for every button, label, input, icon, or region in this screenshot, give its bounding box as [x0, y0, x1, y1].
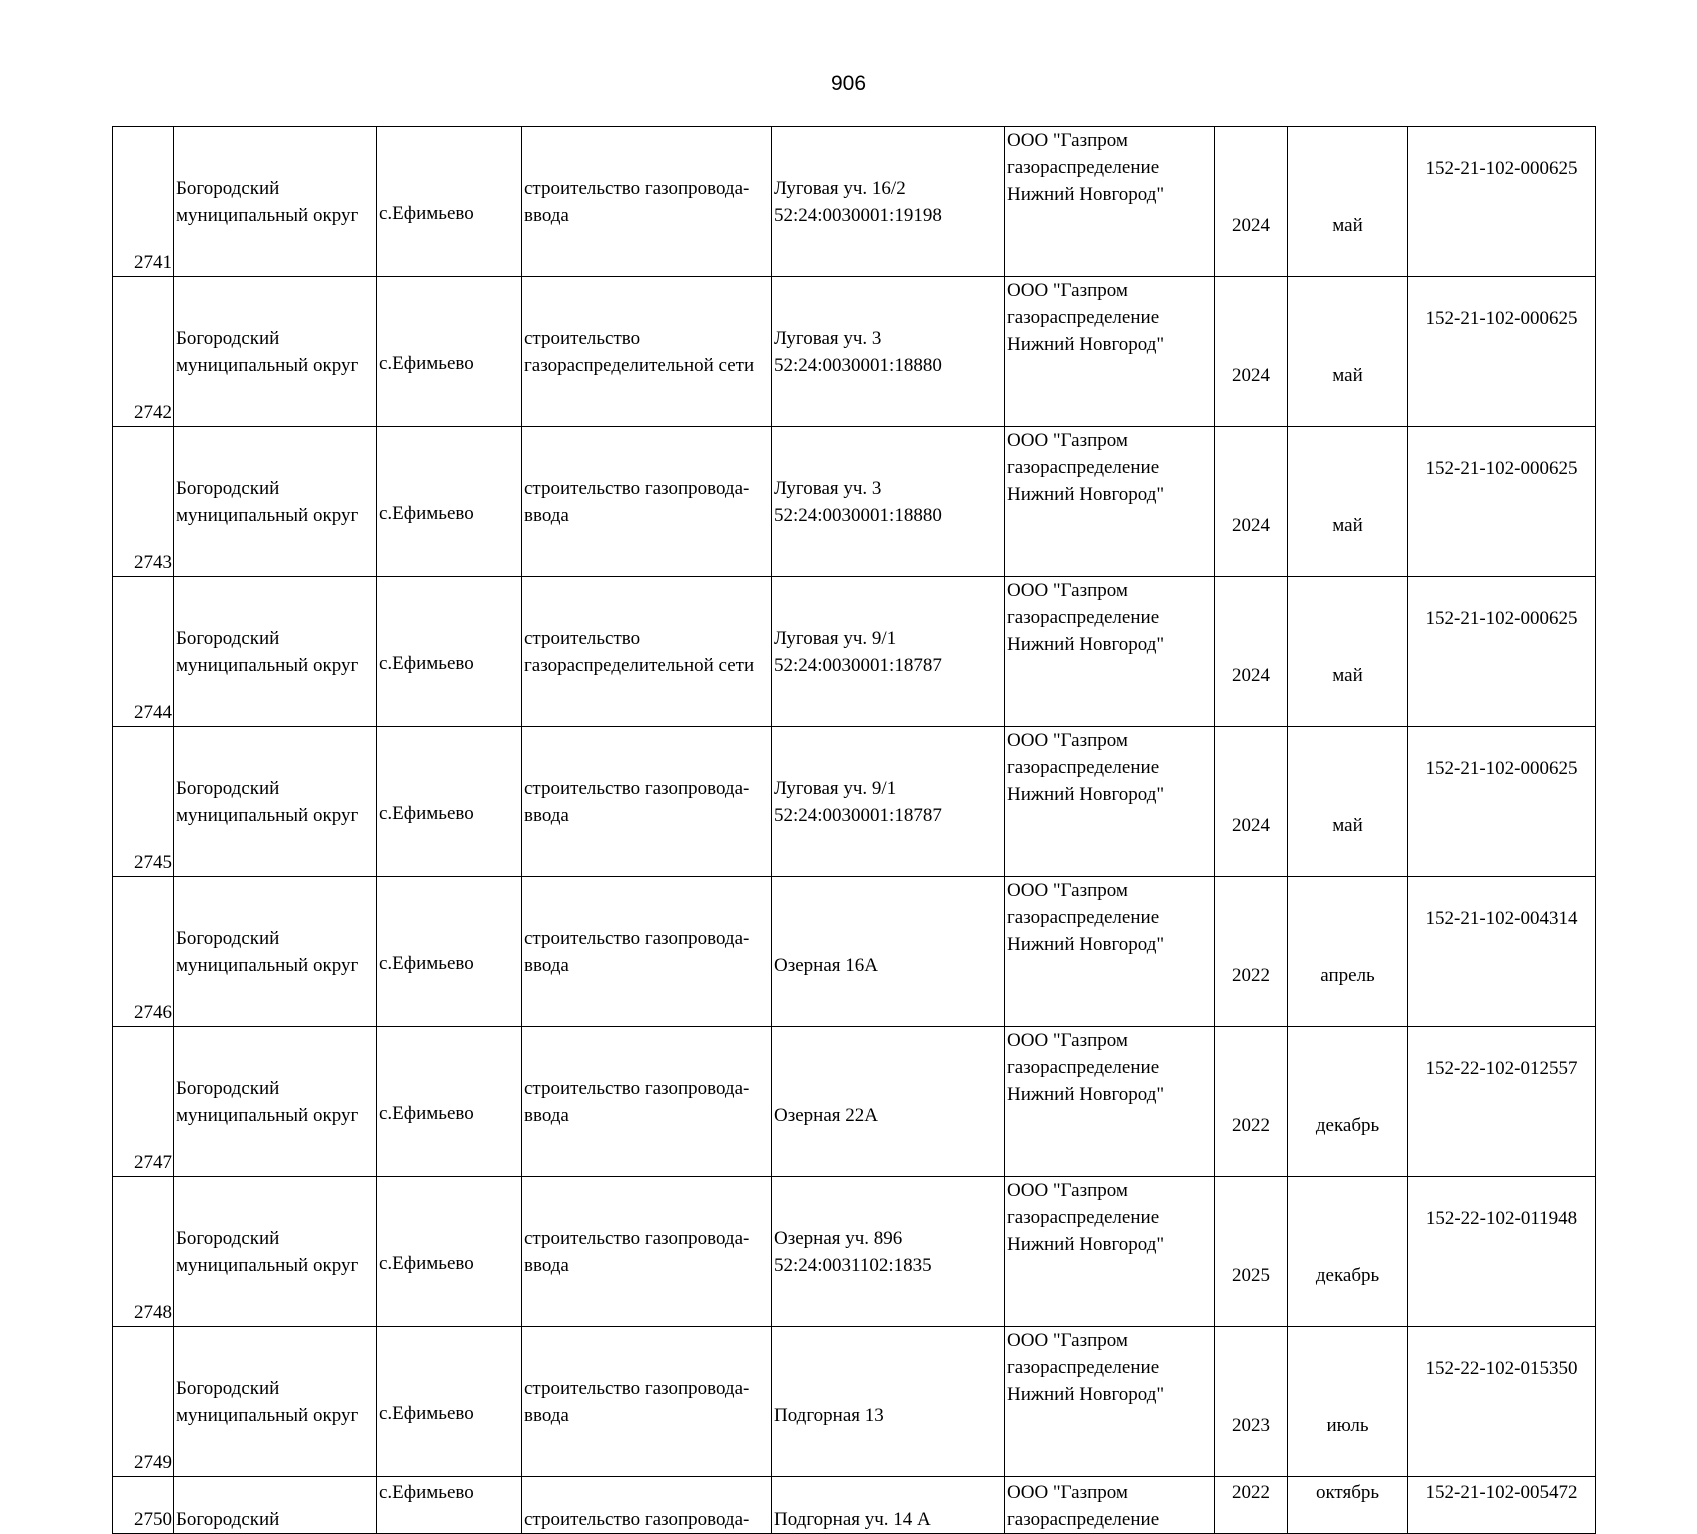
village-text: с.Ефимьево	[379, 1403, 474, 1424]
work-type-line: строительство газопровода-	[524, 177, 750, 199]
district-line: Богородский	[176, 477, 280, 499]
organization-line: ООО "Газпром	[1007, 1030, 1128, 1051]
organization-line: газораспределение	[1007, 757, 1160, 778]
row-number-cell: 2750	[113, 1477, 174, 1534]
month-cell: май	[1288, 577, 1408, 727]
month-cell: декабрь	[1288, 1177, 1408, 1327]
address-line	[774, 1375, 1002, 1402]
district-line: муниципальный округ	[176, 354, 359, 376]
month-cell: декабрь	[1288, 1027, 1408, 1177]
organization-line: газораспределение	[1007, 1057, 1160, 1078]
application-code-cell: 152-22-102-011948	[1408, 1177, 1596, 1327]
work-type-line: ввода	[524, 1404, 569, 1426]
district-cell	[174, 427, 377, 577]
table-row	[113, 1027, 1596, 1177]
address-cell	[772, 877, 1005, 1027]
row-number-cell: 2743	[113, 427, 174, 577]
address-cell	[772, 1327, 1005, 1477]
address-line: Озерная 22А	[774, 1104, 878, 1126]
district-cell	[174, 1027, 377, 1177]
work-type-line: строительство	[524, 627, 641, 649]
organization-cell	[1005, 1477, 1215, 1534]
organization-line: газораспределение	[1007, 157, 1160, 178]
year-cell: 2022	[1215, 1477, 1288, 1534]
address-line: 52:24:0030001:18880	[774, 354, 942, 376]
address-line: Озерная уч. 896	[774, 1227, 903, 1249]
address-line	[774, 925, 1002, 952]
organization-cell	[1005, 1177, 1215, 1327]
work-type-line: строительство газопровода-	[524, 927, 750, 949]
organization-line: газораспределение	[1007, 1509, 1160, 1530]
organization-cell	[1005, 277, 1215, 427]
work-type-cell	[522, 577, 772, 727]
organization-line: Нижний Новгород"	[1007, 1384, 1165, 1405]
organization-cell	[1005, 1027, 1215, 1177]
address-cell	[772, 427, 1005, 577]
table-row	[113, 577, 1596, 727]
address-line: 52:24:0030001:18787	[774, 804, 942, 826]
village-text: с.Ефимьево	[379, 1482, 474, 1503]
organization-line: Нижний Новгород"	[1007, 334, 1165, 355]
village-cell	[377, 1327, 522, 1477]
application-code-cell: 152-22-102-015350	[1408, 1327, 1596, 1477]
application-code-cell: 152-21-102-000625	[1408, 127, 1596, 277]
organization-line: ООО "Газпром	[1007, 130, 1128, 151]
district-line: Богородский	[176, 177, 280, 199]
organization-line: газораспределение	[1007, 457, 1160, 478]
address-line: 52:24:0031102:1835	[774, 1254, 932, 1276]
district-line: муниципальный округ	[176, 204, 359, 226]
organization-line: газораспределение	[1007, 307, 1160, 328]
address-line	[774, 1075, 1002, 1102]
district-line: муниципальный округ	[176, 1104, 359, 1126]
work-type-line: газораспределительной сети	[524, 354, 755, 376]
village-cell	[377, 1477, 522, 1534]
village-text: с.Ефимьево	[379, 1103, 474, 1124]
village-text: с.Ефимьево	[379, 503, 474, 524]
district-line: Богородский	[176, 627, 280, 649]
work-type-cell	[522, 1327, 772, 1477]
work-type-cell	[522, 1177, 772, 1327]
organization-line: газораспределение	[1007, 907, 1160, 928]
address-cell	[772, 727, 1005, 877]
work-type-line: ввода	[524, 1104, 569, 1126]
month-cell: апрель	[1288, 877, 1408, 1027]
district-cell	[174, 727, 377, 877]
gas-connection-table	[112, 126, 1596, 1534]
organization-cell	[1005, 427, 1215, 577]
address-cell	[772, 577, 1005, 727]
row-number-cell: 2745	[113, 727, 174, 877]
application-code-cell: 152-21-102-004314	[1408, 877, 1596, 1027]
village-text: с.Ефимьево	[379, 1253, 474, 1274]
district-line: Богородский	[176, 1377, 280, 1399]
organization-line: газораспределение	[1007, 607, 1160, 628]
address-line: 52:24:0030001:19198	[774, 204, 942, 226]
organization-line: Нижний Новгород"	[1007, 634, 1165, 655]
work-type-line: строительство газопровода-	[524, 1509, 750, 1530]
table-row	[113, 727, 1596, 877]
year-cell: 2025	[1215, 1177, 1288, 1327]
district-line: Богородский	[176, 1077, 280, 1099]
address-line: 52:24:0030001:18880	[774, 504, 942, 526]
table-row	[113, 127, 1596, 277]
address-line: 52:24:0030001:18787	[774, 654, 942, 676]
organization-line: Нижний Новгород"	[1007, 484, 1165, 505]
work-type-line: ввода	[524, 204, 569, 226]
month-cell: май	[1288, 127, 1408, 277]
work-type-cell	[522, 1027, 772, 1177]
table-row	[113, 877, 1596, 1027]
village-text: с.Ефимьево	[379, 803, 474, 824]
organization-line: Нижний Новгород"	[1007, 1084, 1165, 1105]
address-cell	[772, 1027, 1005, 1177]
address-line: Луговая уч. 3	[774, 327, 882, 349]
organization-line: ООО "Газпром	[1007, 280, 1128, 301]
application-code-cell: 152-21-102-000625	[1408, 277, 1596, 427]
address-line: Подгорная уч. 14 А	[774, 1509, 931, 1530]
work-type-line: ввода	[524, 954, 569, 976]
year-cell: 2022	[1215, 1027, 1288, 1177]
village-cell	[377, 727, 522, 877]
village-cell	[377, 127, 522, 277]
row-number-cell: 2748	[113, 1177, 174, 1327]
year-cell: 2023	[1215, 1327, 1288, 1477]
district-cell	[174, 877, 377, 1027]
month-cell: июль	[1288, 1327, 1408, 1477]
organization-line: ООО "Газпром	[1007, 730, 1128, 751]
district-cell	[174, 127, 377, 277]
work-type-line: строительство газопровода-	[524, 477, 750, 499]
table-row	[113, 1477, 1596, 1534]
year-cell: 2024	[1215, 577, 1288, 727]
address-cell	[772, 1477, 1005, 1534]
work-type-cell	[522, 427, 772, 577]
organization-line: Нижний Новгород"	[1007, 1234, 1165, 1255]
village-cell	[377, 577, 522, 727]
address-cell	[772, 1177, 1005, 1327]
village-text: с.Ефимьево	[379, 353, 474, 374]
work-type-cell	[522, 277, 772, 427]
district-line: муниципальный округ	[176, 1254, 359, 1276]
work-type-line: ввода	[524, 1254, 569, 1276]
address-line: Луговая уч. 9/1	[774, 627, 897, 649]
table-row	[113, 1177, 1596, 1327]
month-cell: май	[1288, 727, 1408, 877]
work-type-cell	[522, 127, 772, 277]
village-text: с.Ефимьево	[379, 953, 474, 974]
row-number-cell: 2741	[113, 127, 174, 277]
district-cell	[174, 277, 377, 427]
district-cell	[174, 1477, 377, 1534]
village-cell	[377, 427, 522, 577]
district-cell	[174, 1177, 377, 1327]
district-line: муниципальный округ	[176, 654, 359, 676]
address-line: Луговая уч. 16/2	[774, 177, 906, 199]
organization-cell	[1005, 127, 1215, 277]
district-cell	[174, 577, 377, 727]
table-row	[113, 277, 1596, 427]
organization-line: Нижний Новгород"	[1007, 784, 1165, 805]
organization-line: газораспределение	[1007, 1357, 1160, 1378]
table-row	[113, 427, 1596, 577]
year-cell: 2024	[1215, 427, 1288, 577]
organization-line: ООО "Газпром	[1007, 1180, 1128, 1201]
work-type-line: газораспределительной сети	[524, 654, 755, 676]
district-line: Богородский	[176, 927, 280, 949]
address-cell	[772, 277, 1005, 427]
organization-line: ООО "Газпром	[1007, 880, 1128, 901]
organization-line: ООО "Газпром	[1007, 1330, 1128, 1351]
year-cell: 2022	[1215, 877, 1288, 1027]
application-code-cell: 152-21-102-000625	[1408, 577, 1596, 727]
organization-cell	[1005, 577, 1215, 727]
year-cell: 2024	[1215, 277, 1288, 427]
work-type-line: строительство газопровода-	[524, 1227, 750, 1249]
work-type-cell	[522, 1477, 772, 1534]
work-type-cell	[522, 727, 772, 877]
village-cell	[377, 1027, 522, 1177]
application-code-cell: 152-21-102-005472	[1408, 1477, 1596, 1534]
district-line: Богородский	[176, 327, 280, 349]
village-text: с.Ефимьево	[379, 653, 474, 674]
address-line: Луговая уч. 9/1	[774, 777, 897, 799]
district-line: Богородский	[176, 1509, 280, 1530]
address-line: Подгорная 13	[774, 1404, 884, 1426]
work-type-line: ввода	[524, 804, 569, 826]
row-number-cell: 2744	[113, 577, 174, 727]
organization-line: ООО "Газпром	[1007, 430, 1128, 451]
village-cell	[377, 877, 522, 1027]
work-type-line: строительство газопровода-	[524, 1377, 750, 1399]
address-cell	[772, 127, 1005, 277]
work-type-cell	[522, 877, 772, 1027]
row-number-cell: 2749	[113, 1327, 174, 1477]
year-cell: 2024	[1215, 727, 1288, 877]
district-cell	[174, 1327, 377, 1477]
work-type-line: строительство	[524, 327, 641, 349]
organization-line: Нижний Новгород"	[1007, 934, 1165, 955]
address-line: Луговая уч. 3	[774, 477, 882, 499]
village-cell	[377, 277, 522, 427]
work-type-line: ввода	[524, 504, 569, 526]
organization-cell	[1005, 1327, 1215, 1477]
organization-line: Нижний Новгород"	[1007, 184, 1165, 205]
table-row	[113, 1327, 1596, 1477]
month-cell: октябрь	[1288, 1477, 1408, 1534]
village-cell	[377, 1177, 522, 1327]
district-line: муниципальный округ	[176, 804, 359, 826]
application-code-cell: 152-22-102-012557	[1408, 1027, 1596, 1177]
row-number-cell: 2742	[113, 277, 174, 427]
row-number-cell: 2747	[113, 1027, 174, 1177]
row-number-cell: 2746	[113, 877, 174, 1027]
work-type-line: строительство газопровода-	[524, 777, 750, 799]
organization-cell	[1005, 727, 1215, 877]
organization-line: ООО "Газпром	[1007, 1482, 1128, 1503]
organization-cell	[1005, 877, 1215, 1027]
month-cell: май	[1288, 427, 1408, 577]
address-line: Озерная 16А	[774, 954, 878, 976]
year-cell: 2024	[1215, 127, 1288, 277]
table-body	[113, 127, 1596, 1534]
village-text: с.Ефимьево	[379, 203, 474, 224]
district-line: муниципальный округ	[176, 504, 359, 526]
organization-line: газораспределение	[1007, 1207, 1160, 1228]
page-number: 906	[830, 72, 867, 95]
organization-line: ООО "Газпром	[1007, 580, 1128, 601]
district-line: муниципальный округ	[176, 1404, 359, 1426]
month-cell: май	[1288, 277, 1408, 427]
application-code-cell: 152-21-102-000625	[1408, 727, 1596, 877]
district-line: Богородский	[176, 777, 280, 799]
work-type-line: строительство газопровода-	[524, 1077, 750, 1099]
district-line: муниципальный округ	[176, 954, 359, 976]
district-line: Богородский	[176, 1227, 280, 1249]
application-code-cell: 152-21-102-000625	[1408, 427, 1596, 577]
